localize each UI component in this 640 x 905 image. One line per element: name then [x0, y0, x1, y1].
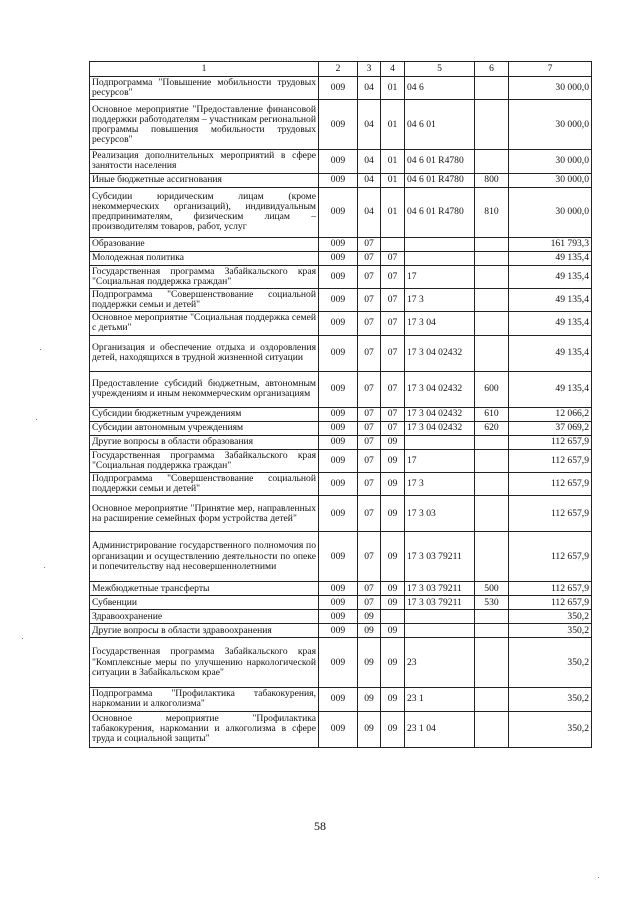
pr-cell: 01	[381, 187, 405, 237]
amount-cell: 112 657,9	[509, 532, 592, 582]
vr-cell	[475, 610, 509, 624]
row-name-cell: Основное мероприятие "Социальная поддержка семей с детьми"	[90, 312, 319, 335]
table-row	[90, 150, 592, 173]
table-row	[90, 173, 592, 187]
rz-cell: 04	[358, 100, 381, 150]
table-row	[90, 638, 592, 688]
csr-cell: 23 1	[405, 688, 475, 711]
amount-cell: 350,2	[509, 711, 592, 747]
csr-cell: 17	[405, 265, 475, 288]
table-row	[90, 582, 592, 596]
rz-cell: 09	[358, 688, 381, 711]
pr-cell: 09	[381, 582, 405, 596]
amount-cell: 30 000,0	[509, 150, 592, 173]
row-name-cell: Подпрограмма "Совершенствование социальной поддержки семьи и детей"	[90, 288, 319, 311]
row-name-cell: Подпрограмма "Повышение мобильности трудовых ресурсов"	[90, 77, 319, 100]
gr-cell: 009	[319, 173, 358, 187]
csr-cell: 17 3 04 02432	[405, 421, 475, 435]
pr-cell: 07	[381, 288, 405, 311]
amount-cell: 49 135,4	[509, 312, 592, 335]
gr-cell: 009	[319, 532, 358, 582]
csr-cell: 17 3 04 02432	[405, 371, 475, 407]
gr-cell: 009	[319, 312, 358, 335]
row-name-cell: Молодежная политика	[90, 251, 319, 265]
table-row	[90, 187, 592, 237]
amount-cell: 49 135,4	[509, 251, 592, 265]
row-name-cell: Организация и обеспечение отдыха и оздоровления детей, находящихся в трудной жизненной ситуации	[90, 335, 319, 371]
pr-cell: 07	[381, 335, 405, 371]
table-row	[90, 100, 592, 150]
csr-cell: 17 3 04 02432	[405, 407, 475, 421]
row-name-cell: Государственная программа Забайкальского края "Социальная поддержка граждан"	[90, 449, 319, 472]
csr-cell: 17	[405, 449, 475, 472]
row-name-cell: Подпрограмма "Профилактика табакокурения, наркомании и алкоголизма"	[90, 688, 319, 711]
table-row	[90, 251, 592, 265]
rz-cell: 07	[358, 312, 381, 335]
csr-cell: 04 6 01	[405, 100, 475, 150]
gr-cell: 009	[319, 596, 358, 610]
pr-cell: 09	[381, 496, 405, 532]
csr-cell: 17 3 03 79211	[405, 582, 475, 596]
amount-cell: 112 657,9	[509, 496, 592, 532]
vr-cell	[475, 711, 509, 747]
amount-cell: 112 657,9	[509, 435, 592, 449]
budget-table	[89, 61, 592, 748]
gr-cell: 009	[319, 265, 358, 288]
pr-cell: 07	[381, 407, 405, 421]
table-row	[90, 472, 592, 495]
table-row	[90, 624, 592, 638]
row-name-cell: Здравоохранение	[90, 610, 319, 624]
row-name-cell: Другие вопросы в области здравоохранения	[90, 624, 319, 638]
rz-cell: 07	[358, 596, 381, 610]
table-row	[90, 449, 592, 472]
pr-cell: 09	[381, 624, 405, 638]
vr-cell	[475, 312, 509, 335]
table-row	[90, 407, 592, 421]
amount-cell: 30 000,0	[509, 100, 592, 150]
rz-cell: 04	[358, 187, 381, 237]
vr-cell: 500	[475, 582, 509, 596]
amount-cell: 350,2	[509, 624, 592, 638]
vr-cell	[475, 77, 509, 100]
gr-cell: 009	[319, 638, 358, 688]
amount-cell: 37 069,2	[509, 421, 592, 435]
amount-cell: 12 066,2	[509, 407, 592, 421]
table-row	[90, 265, 592, 288]
table-row	[90, 335, 592, 371]
vr-cell	[475, 638, 509, 688]
rz-cell: 07	[358, 472, 381, 495]
row-name-cell: Государственная программа Забайкальского края "Социальная поддержка граждан"	[90, 265, 319, 288]
csr-cell	[405, 624, 475, 638]
row-name-cell: Субсидии бюджетным учреждениям	[90, 407, 319, 421]
rz-cell: 04	[358, 173, 381, 187]
pr-cell	[381, 610, 405, 624]
gr-cell: 009	[319, 624, 358, 638]
amount-cell: 49 135,4	[509, 265, 592, 288]
rz-cell: 07	[358, 496, 381, 532]
scan-speck	[36, 419, 37, 420]
vr-cell	[475, 532, 509, 582]
scan-speck	[44, 567, 45, 568]
column-header-3: 3	[358, 62, 381, 77]
vr-cell: 810	[475, 187, 509, 237]
scan-speck	[22, 638, 23, 639]
table-row	[90, 371, 592, 407]
gr-cell: 009	[319, 407, 358, 421]
pr-cell: 01	[381, 100, 405, 150]
row-name-cell: Основное мероприятие "Принятие мер, направленных на расширение семейных форм устройства детей"	[90, 496, 319, 532]
pr-cell	[381, 237, 405, 251]
csr-cell	[405, 610, 475, 624]
column-header-6: 6	[475, 62, 509, 77]
rz-cell: 07	[358, 532, 381, 582]
rz-cell: 07	[358, 582, 381, 596]
gr-cell: 009	[319, 688, 358, 711]
csr-cell: 17 3 03 79211	[405, 532, 475, 582]
gr-cell: 009	[319, 100, 358, 150]
csr-cell	[405, 237, 475, 251]
csr-cell: 23	[405, 638, 475, 688]
gr-cell: 009	[319, 421, 358, 435]
pr-cell: 01	[381, 77, 405, 100]
rz-cell: 07	[358, 288, 381, 311]
table-row	[90, 532, 592, 582]
column-header-5: 5	[405, 62, 475, 77]
csr-cell: 17 3 04 02432	[405, 335, 475, 371]
row-name-cell: Основное мероприятие "Профилактика табакокурения, наркомании и алкоголизма в сфере труда и социальной защиты"	[90, 711, 319, 747]
pr-cell: 09	[381, 449, 405, 472]
pr-cell: 07	[381, 421, 405, 435]
row-name-cell: Государственная программа Забайкальского края "Комплексные меры по улучшению наркологической ситуации в Забайкальском крае"	[90, 638, 319, 688]
rz-cell: 07	[358, 237, 381, 251]
rz-cell: 07	[358, 335, 381, 371]
table-row	[90, 77, 592, 100]
vr-cell: 620	[475, 421, 509, 435]
gr-cell: 009	[319, 435, 358, 449]
amount-cell: 350,2	[509, 610, 592, 624]
pr-cell: 09	[381, 711, 405, 747]
rz-cell: 09	[358, 711, 381, 747]
amount-cell: 161 793,3	[509, 237, 592, 251]
vr-cell	[475, 449, 509, 472]
rz-cell: 09	[358, 610, 381, 624]
rz-cell: 04	[358, 77, 381, 100]
rz-cell: 07	[358, 371, 381, 407]
pr-cell: 09	[381, 472, 405, 495]
vr-cell: 530	[475, 596, 509, 610]
pr-cell: 09	[381, 596, 405, 610]
amount-cell: 112 657,9	[509, 472, 592, 495]
csr-cell: 17 3 03 79211	[405, 596, 475, 610]
column-header-4: 4	[381, 62, 405, 77]
rz-cell: 07	[358, 407, 381, 421]
rz-cell: 07	[358, 449, 381, 472]
vr-cell	[475, 496, 509, 532]
row-name-cell: Образование	[90, 237, 319, 251]
table-row	[90, 237, 592, 251]
row-name-cell: Субсидии автономным учреждениям	[90, 421, 319, 435]
gr-cell: 009	[319, 496, 358, 532]
gr-cell: 009	[319, 187, 358, 237]
amount-cell: 350,2	[509, 638, 592, 688]
csr-cell: 23 1 04	[405, 711, 475, 747]
amount-cell: 112 657,9	[509, 596, 592, 610]
amount-cell: 112 657,9	[509, 449, 592, 472]
row-name-cell: Другие вопросы в области образования	[90, 435, 319, 449]
row-name-cell: Реализация дополнительных мероприятий в сфере занятости населения	[90, 150, 319, 173]
csr-cell: 17 3	[405, 288, 475, 311]
table-body	[90, 77, 592, 748]
vr-cell	[475, 251, 509, 265]
column-header-2: 2	[319, 62, 358, 77]
vr-cell: 600	[475, 371, 509, 407]
table-row	[90, 711, 592, 747]
pr-cell: 01	[381, 150, 405, 173]
table-row	[90, 435, 592, 449]
vr-cell	[475, 100, 509, 150]
pr-cell: 07	[381, 265, 405, 288]
csr-cell	[405, 251, 475, 265]
vr-cell: 610	[475, 407, 509, 421]
pr-cell: 07	[381, 312, 405, 335]
pr-cell: 09	[381, 688, 405, 711]
rz-cell: 07	[358, 435, 381, 449]
gr-cell: 009	[319, 582, 358, 596]
gr-cell: 009	[319, 610, 358, 624]
amount-cell: 112 657,9	[509, 582, 592, 596]
pr-cell: 07	[381, 251, 405, 265]
vr-cell	[475, 472, 509, 495]
csr-cell: 17 3 04	[405, 312, 475, 335]
amount-cell: 49 135,4	[509, 335, 592, 371]
table-row	[90, 688, 592, 711]
gr-cell: 009	[319, 77, 358, 100]
pr-cell: 07	[381, 371, 405, 407]
gr-cell: 009	[319, 237, 358, 251]
table-header	[90, 62, 592, 77]
rz-cell: 09	[358, 624, 381, 638]
rz-cell: 07	[358, 421, 381, 435]
column-header-7: 7	[509, 62, 592, 77]
csr-cell: 04 6	[405, 77, 475, 100]
vr-cell	[475, 237, 509, 251]
vr-cell	[475, 688, 509, 711]
amount-cell: 49 135,4	[509, 371, 592, 407]
csr-cell	[405, 435, 475, 449]
gr-cell: 009	[319, 150, 358, 173]
amount-cell: 350,2	[509, 688, 592, 711]
page-number: 58	[314, 819, 326, 833]
row-name-cell: Основное мероприятие "Предоставление финансовой поддержки работодателям – участникам региональной программы повышения мобильности трудовых ресурсов"	[90, 100, 319, 150]
row-name-cell: Подпрограмма "Совершенствование социальной поддержки семьи и детей"	[90, 472, 319, 495]
gr-cell: 009	[319, 371, 358, 407]
vr-cell	[475, 335, 509, 371]
amount-cell: 49 135,4	[509, 288, 592, 311]
amount-cell: 30 000,0	[509, 173, 592, 187]
table-row	[90, 421, 592, 435]
table-row	[90, 610, 592, 624]
vr-cell	[475, 624, 509, 638]
pr-cell: 09	[381, 638, 405, 688]
table-row	[90, 312, 592, 335]
table-row	[90, 496, 592, 532]
amount-cell: 30 000,0	[509, 77, 592, 100]
csr-cell: 04 6 01 R4780	[405, 150, 475, 173]
pr-cell: 01	[381, 173, 405, 187]
gr-cell: 009	[319, 449, 358, 472]
gr-cell: 009	[319, 472, 358, 495]
rz-cell: 07	[358, 251, 381, 265]
row-name-cell: Субсидии юридическим лицам (кроме некоммерческих организаций), индивидуальным предпринимателям, физическим лицам – производителям товаров, работ, услуг	[90, 187, 319, 237]
gr-cell: 009	[319, 335, 358, 371]
row-name-cell: Межбюджетные трансферты	[90, 582, 319, 596]
gr-cell: 009	[319, 711, 358, 747]
vr-cell	[475, 435, 509, 449]
rz-cell: 09	[358, 638, 381, 688]
row-name-cell: Иные бюджетные ассигнования	[90, 173, 319, 187]
scan-speck	[40, 349, 41, 350]
row-name-cell: Администрирование государственного полномочия по организации и осуществлению деятельности по опеке и попечительству над несовершеннолетними	[90, 532, 319, 582]
rz-cell: 07	[358, 265, 381, 288]
gr-cell: 009	[319, 288, 358, 311]
vr-cell	[475, 265, 509, 288]
vr-cell	[475, 288, 509, 311]
csr-cell: 04 6 01 R4780	[405, 187, 475, 237]
scan-speck	[598, 877, 599, 878]
vr-cell	[475, 150, 509, 173]
pr-cell: 09	[381, 435, 405, 449]
row-name-cell: Предоставление субсидий бюджетным, автономным учреждениям и иным некоммерческим организациям	[90, 371, 319, 407]
column-header-1: 1	[90, 62, 319, 77]
row-name-cell: Субвенции	[90, 596, 319, 610]
csr-cell: 17 3 03	[405, 496, 475, 532]
amount-cell: 30 000,0	[509, 187, 592, 237]
csr-cell: 04 6 01 R4780	[405, 173, 475, 187]
csr-cell: 17 3	[405, 472, 475, 495]
gr-cell: 009	[319, 251, 358, 265]
pr-cell: 09	[381, 532, 405, 582]
table-row	[90, 596, 592, 610]
header-row	[90, 62, 592, 77]
vr-cell: 800	[475, 173, 509, 187]
rz-cell: 04	[358, 150, 381, 173]
table-row	[90, 288, 592, 311]
